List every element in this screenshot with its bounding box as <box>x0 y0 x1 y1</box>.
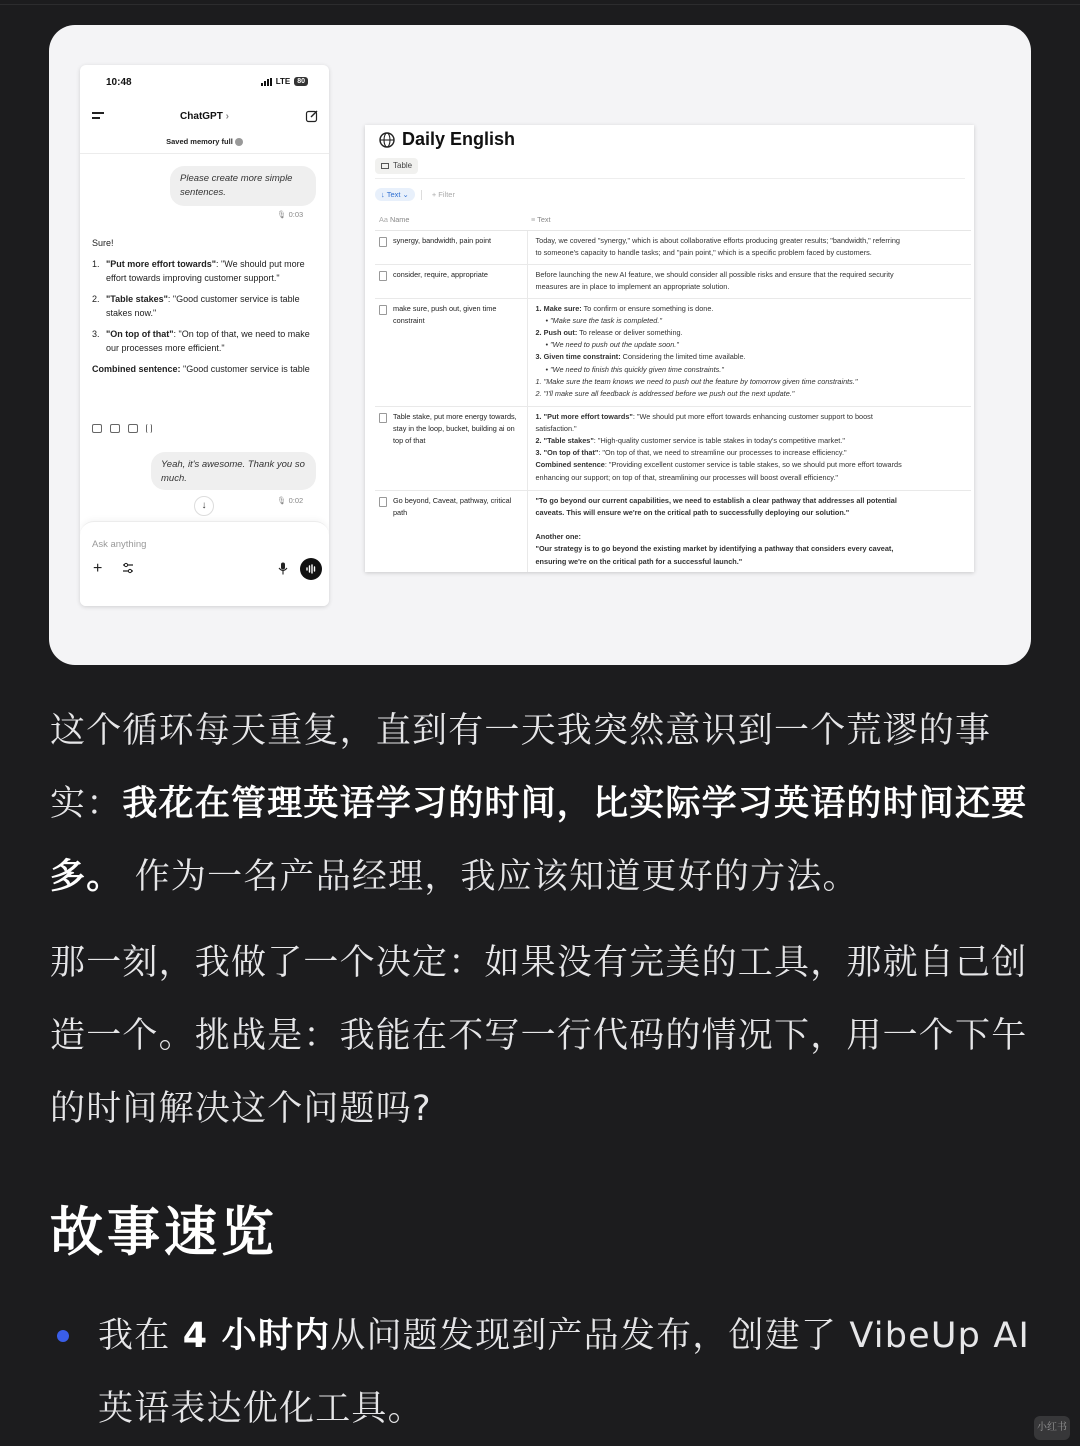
voice-duration: 🎙︎ 0:02 <box>277 496 304 505</box>
new-chat-icon[interactable] <box>305 109 319 123</box>
message-input[interactable]: Ask anything <box>92 539 147 550</box>
row-text[interactable]: Before launching the new AI feature, we should consider all possible risks and ensure that the required security measures are in place to implement an appropriate solution. <box>527 264 971 298</box>
assistant-answer <box>92 236 316 383</box>
divider <box>80 153 329 154</box>
row-name[interactable]: make sure, push out, given time constraint <box>375 298 527 406</box>
row-text[interactable]: Today, we covered "synergy," which is about collaborative efforts producing greater results; "bandwidth," referring to someone's capacity to handle tasks; and "pain point," which is a specific problem faced by customers. <box>527 230 971 264</box>
network-label: LTE <box>275 77 291 86</box>
add-filter-button[interactable]: + Filter <box>431 190 455 199</box>
battery-icon: 80 <box>294 77 308 86</box>
answer-item: 2. "Table stakes": "Good customer service is table stakes now." <box>92 294 300 318</box>
sort-chip[interactable]: ↓ Text ⌄ <box>375 188 415 201</box>
voice-mode-button[interactable] <box>300 558 322 580</box>
chat-composer <box>80 521 329 606</box>
scroll-down-icon[interactable]: ↓ <box>194 496 214 516</box>
column-header-text[interactable]: ≡ Text <box>527 210 971 230</box>
row-name[interactable]: Table stake, put more energy towards, stay in the loop, bucket, building ai on top of that <box>375 406 527 490</box>
mic-small-icon: 🎙︎ <box>277 496 287 505</box>
tools-icon[interactable] <box>122 562 134 574</box>
voice-duration: 🎙︎ 0:03 <box>277 210 304 219</box>
table-row[interactable] <box>375 230 971 264</box>
section-heading: 故事速览 <box>50 1202 278 1263</box>
paragraph: 那一刻，我做了一个决定：如果没有完美的工具，那就自己创造一个。挑战是：我能在不写一行代码的情况下，用一个下午的时间解决这个问题吗? <box>50 943 1028 1129</box>
mic-small-icon: 🎙︎ <box>277 210 287 219</box>
row-name[interactable]: synergy, bandwidth, pain point <box>375 230 527 264</box>
row-text[interactable]: "To go beyond our current capabilities, we need to establish a clear pathway that addresses all potential caveats. This will ensure we're on the critical path to successfully deploying our solution." Another one: "Our strategy is to go beyond the existing market by identifying a pathway that considers every caveat, ensuring we're on the critical path for a successful launch." <box>527 490 971 572</box>
answer-item: 1. "Put more effort towards": "We should put more effort towards improving customer support." <box>92 259 305 283</box>
row-text[interactable]: 1. "Put more effort towards": "We should put more effort towards enhancing customer support to boost satisfaction." 2. "Table stakes": "High-quality customer service is table stakes in today's competitive market." 3. "On top of that": "On top of that, we need to streamline our processes to increase efficiency." Combined sentence: "Providing excellent customer service is table stakes, so we should put more effort towards enhancing our support; on top of that, streamlining our processes will boost overall efficiency." <box>527 406 971 490</box>
chat-title[interactable]: ChatGPT › <box>180 111 229 122</box>
info-icon <box>235 138 243 146</box>
signal-icon <box>261 78 272 86</box>
top-divider <box>0 4 1080 5</box>
combined-sentence: Combined sentence: "Good customer service is table <box>92 364 310 374</box>
table-row[interactable] <box>375 406 971 490</box>
chatgpt-phone-screenshot <box>80 65 329 606</box>
plus-icon[interactable]: + <box>93 560 103 577</box>
status-bar <box>106 77 316 91</box>
database-table <box>375 210 971 572</box>
screenshot-card <box>49 25 1031 665</box>
thumbs-down-icon[interactable] <box>128 424 138 433</box>
row-name[interactable]: Go beyond, Caveat, pathway, critical path <box>375 490 527 572</box>
row-text[interactable]: 1. Make sure: To confirm or ensure something is done. • "Make sure the task is completed." 2. Push out: To release or deliver something. • "We need to push out the update soon." 3. Given time constraint: Considering the limited time available. • "We need to finish this quickly given time constraints." 1. "Make sure the team knows we need to push out the feature by tomorrow given time constraints." 2. "I'll make sure all feedback is addressed before we push out the next update." <box>527 298 971 406</box>
filter-bar <box>375 188 459 201</box>
user-message-bubble: Yeah, it's awesome. Thank you so much. <box>151 452 316 490</box>
paragraph: 这个循环每天重复，直到有一天我突然意识到一个荒谬的事实：我花在管理英语学习的时间，比实际学习英语的时间还要多。 作为一名产品经理，我应该知道更好的方法。 <box>50 711 1028 897</box>
copy-icon[interactable] <box>92 424 102 433</box>
notion-database-screenshot <box>365 125 974 572</box>
memory-notice[interactable]: Saved memory full <box>80 137 329 146</box>
bullet-item: 我在 4 小时内从问题发现到产品发布，创建了 VibeUp AI 英语表达优化工具。 <box>98 1316 1031 1429</box>
table-row[interactable] <box>375 298 971 406</box>
column-header-name[interactable]: Aa Name <box>375 210 527 230</box>
microphone-icon[interactable] <box>278 562 288 575</box>
answer-intro: Sure! <box>92 238 114 248</box>
table-icon <box>381 163 389 169</box>
view-tab-table[interactable]: Table <box>375 158 418 174</box>
status-time: 10:48 <box>106 77 132 88</box>
watermark-logo: 小红书 <box>1034 1416 1070 1440</box>
divider <box>375 178 965 179</box>
globe-icon <box>379 132 395 148</box>
page-title: Daily English <box>379 129 515 150</box>
chat-header <box>80 107 329 127</box>
answer-item: 3. "On top of that": "On top of that, we need to make our processes more efficient." <box>92 329 310 353</box>
bullet-icon <box>57 1330 69 1342</box>
table-row[interactable] <box>375 490 971 572</box>
message-actions <box>92 424 152 433</box>
read-aloud-icon[interactable] <box>146 424 152 433</box>
row-name[interactable]: consider, require, appropriate <box>375 264 527 298</box>
thumbs-up-icon[interactable] <box>110 424 120 433</box>
chevron-right-icon: › <box>225 111 229 122</box>
user-message-bubble: Please create more simple sentences. <box>170 166 316 206</box>
table-row[interactable] <box>375 264 971 298</box>
